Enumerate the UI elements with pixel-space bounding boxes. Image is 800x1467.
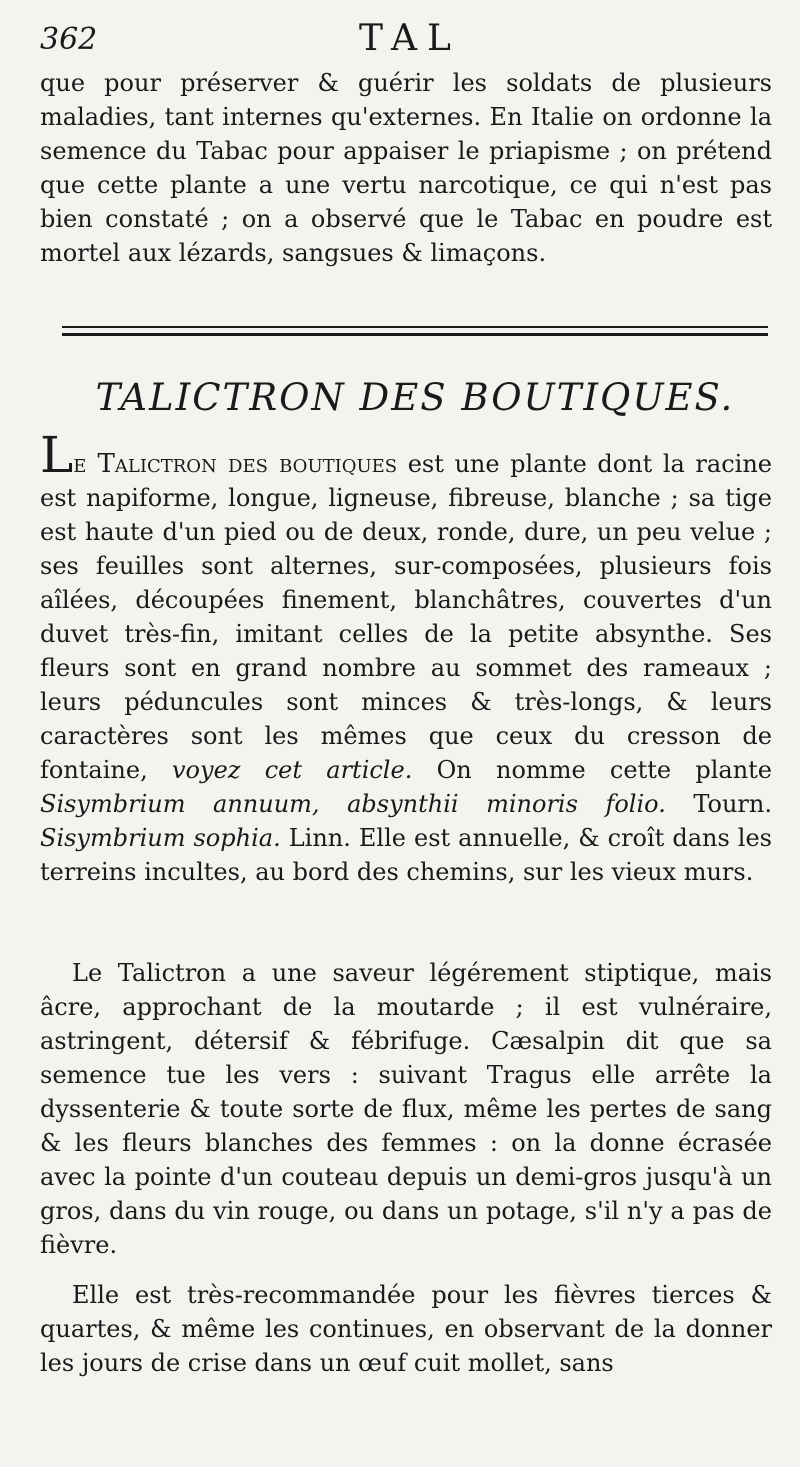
page-number: 362: [40, 22, 98, 57]
continuation-paragraph: que pour préserver & guérir les soldats de plusieurs maladies, tant internes qu'externes. En Italie on ordonne la semence du Tabac pour appaiser le priapisme ; on prétend que cette plante a une vertu narcotique, ce qui n'est pas bien constaté ; on a observé que le Tabac en poudre est mortel aux lézards, sangsues & limaçons.: [40, 69, 772, 267]
section-title: TALICTRON DES BOUTIQUES.: [95, 376, 735, 419]
running-title: TAL: [359, 18, 461, 59]
section-divider-gap: [62, 330, 768, 333]
description-text-b: On nomme cette plante: [412, 756, 773, 784]
description-text-c: Tourn.: [665, 790, 772, 818]
latin-name-linnaeus: Sisymbrium sophia.: [40, 824, 281, 852]
drop-capital: L: [40, 426, 74, 484]
latin-name-tournefort: Sisymbrium annuum, absynthii minoris folio.: [40, 790, 666, 818]
entry-paragraph-properties: Le Talictron a une saveur légérement stiptique, mais âcre, approchant de la moutarde ; il est vulnéraire, astringent, détersif & fébrifuge. Cæsalpin dit que sa semence tue les vers : suivant Tragus elle arrête la dyssenterie & toute sorte de flux, même les pertes de sang & les fleurs blanches des femmes : on la donne écrasée avec la pointe d'un couteau depuis un demi-gros jusqu'à un gros, dans du vin rouge, ou dans un potage, s'il n'y a pas de fièvre.: [40, 959, 772, 1259]
entry-paragraph-description: [40, 426, 773, 889]
description-text-a: est une plante dont la racine est napiforme, longue, ligneuse, fibreuse, blanche ; sa tige est haute d'un pied ou de deux, ronde, dure, un peu velue ; ses feuilles sont alternes, sur-composées, plusieurs fois aîlées, découpées finement, blanchâtres, couvertes d'un duvet très-fin, imitant celles de la petite absynthe. Ses fleurs sont en grand nombre au sommet des rameaux ; leurs péduncules sont minces & très-longs, & leurs caractères sont les mêmes que ceux du cresson de fontaine,: [40, 450, 772, 784]
running-head: [40, 14, 780, 64]
entry-paragraph-uses: Elle est très-recommandée pour les fièvres tierces & quartes, & même les continues, en observant de la donner les jours de crise dans un œuf cuit mollet, sans: [40, 1281, 772, 1377]
entry-lead-caps: e Talictron des boutiques: [73, 449, 398, 479]
cross-reference: voyez cet article.: [172, 756, 413, 784]
description-text-d: Linn. Elle est annuelle, & croît dans les terreins incultes, au bord des chemins, sur les vieux murs.: [40, 824, 772, 886]
section-divider: [62, 326, 768, 336]
